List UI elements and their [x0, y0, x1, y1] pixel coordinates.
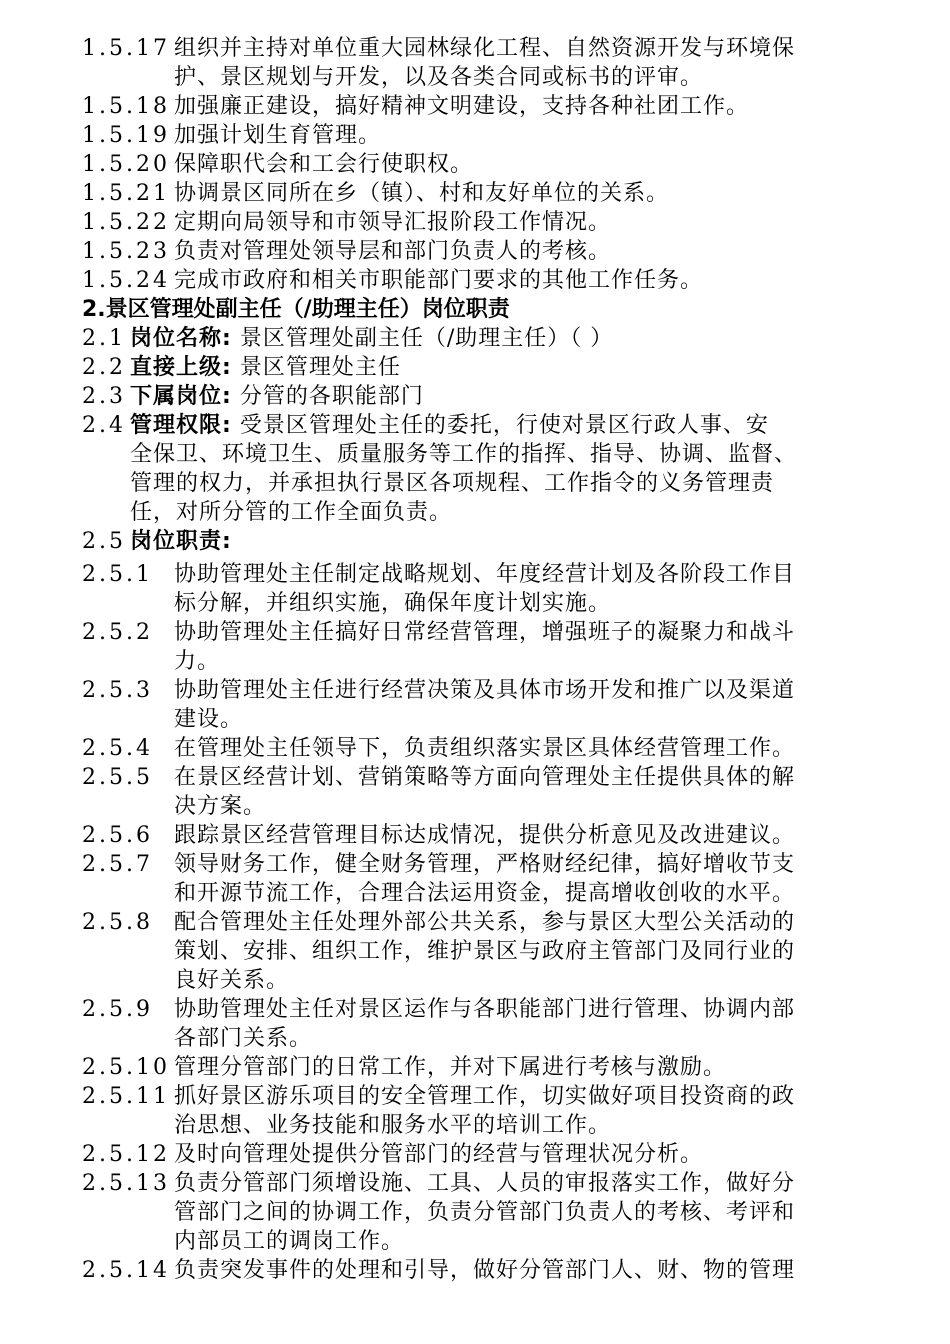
field-value-continued: 任，对所分管的工作全面负责。	[130, 500, 453, 525]
list-item	[82, 34, 795, 63]
item-text: 协助管理处主任对景区运作与各职能部门进行管理、协调内部	[174, 997, 796, 1022]
item-text-continued: 力。	[174, 649, 221, 674]
item-text: 领导财务工作，健全财务管理，严格财经纪律，搞好增收节支	[174, 852, 796, 877]
item-number: 2.5.3	[82, 678, 153, 703]
list-item	[82, 618, 795, 647]
section-heading: 2.景区管理处副主任（/助理主任）岗位职责	[82, 297, 510, 322]
item-text-continued: 内部员工的调岗工作。	[174, 1229, 405, 1254]
list-item	[82, 850, 795, 879]
item-number: 2.5.9	[82, 997, 153, 1022]
list-item	[82, 179, 669, 208]
item-text-continued: 各部门关系。	[174, 1026, 313, 1051]
item-number: 1.5.21	[82, 181, 170, 206]
item-text: 完成市政府和相关市职能部门要求的其他工作任务。	[174, 268, 704, 293]
item-number: 2.5.2	[82, 620, 153, 645]
item-number: 2.5.1	[82, 562, 153, 587]
item-text: 负责突发事件的处理和引导，做好分管部门人、财、物的管理	[174, 1258, 796, 1283]
item-text: 在管理处主任领导下，负责组织落实景区具体经营管理工作。	[174, 736, 796, 761]
field-value: 分管的各职能部门	[239, 384, 424, 409]
list-item	[82, 908, 795, 937]
field-value-continued: 管理的权力，并承担执行景区各项规程、工作指令的义务管理责	[130, 471, 775, 496]
item-text-continued: 和开源节流工作，合理合法运用资金，提高增收创收的水平。	[174, 881, 796, 906]
field-label: 直接上级:	[130, 355, 232, 380]
item-number: 2.5.14	[82, 1258, 170, 1283]
field-number: 2.5	[82, 529, 126, 554]
item-text: 加强廉正建设，搞好精神文明建设，支持各种社团工作。	[174, 94, 750, 119]
item-number: 1.5.23	[82, 239, 170, 264]
item-text-continued: 治思想、业务技能和服务水平的培训工作。	[174, 1113, 612, 1138]
list-item	[82, 821, 795, 850]
item-number: 1.5.22	[82, 210, 170, 235]
item-text-continued: 决方案。	[174, 794, 267, 819]
item-number: 2.5.11	[82, 1084, 170, 1109]
list-item	[82, 1256, 795, 1285]
field-value-continued: 全保卫、环境卫生、质量服务等工作的指挥、指导、协调、监督、	[130, 442, 798, 467]
item-text: 在景区经营计划、营销策略等方面向管理处主任提供具体的解	[174, 765, 796, 790]
field-number: 2.4	[82, 413, 126, 438]
item-text: 协助管理处主任搞好日常经营管理，增强班子的凝聚力和战斗	[174, 620, 796, 645]
item-number: 1.5.19	[82, 123, 170, 148]
item-number: 2.5.13	[82, 1171, 170, 1196]
item-text: 定期向局领导和市领导汇报阶段工作情况。	[174, 210, 612, 235]
duties-header	[82, 527, 232, 556]
item-text: 协助管理处主任制定战略规划、年度经营计划及各阶段工作目	[174, 562, 796, 587]
item-text-continued: 策划、安排、组织工作，维护景区与政府主管部门及同行业的	[174, 939, 796, 964]
item-number: 1.5.17	[82, 36, 170, 61]
list-item	[82, 237, 611, 266]
item-text: 跟踪景区经营管理目标达成情况，提供分析意见及改进建议。	[174, 823, 796, 848]
item-text: 保障职代会和工会行使职权。	[174, 152, 474, 177]
list-item	[82, 676, 795, 705]
field-subordinates	[82, 382, 424, 411]
item-number: 2.5.6	[82, 823, 153, 848]
item-text: 加强计划生育管理。	[174, 123, 382, 148]
list-item	[82, 1053, 726, 1082]
field-label: 下属岗位:	[130, 384, 232, 409]
list-item	[82, 208, 611, 237]
item-text-continued: 标分解，并组织实施，确保年度计划实施。	[174, 591, 612, 616]
list-item	[82, 150, 473, 179]
item-number: 2.5.8	[82, 910, 153, 935]
field-value: 受景区管理处主任的委托，行使对景区行政人事、安	[239, 413, 769, 438]
field-value: 景区管理处主任	[239, 355, 401, 380]
item-number: 1.5.24	[82, 268, 170, 293]
field-number: 2.2	[82, 355, 126, 380]
list-item	[82, 92, 749, 121]
field-value: 景区管理处副主任（/助理主任）（ ）	[239, 326, 614, 351]
item-text: 负责分管部门须增设施、工具、人员的审报落实工作，做好分	[174, 1171, 796, 1196]
list-item	[82, 121, 381, 150]
item-text-continued: 良好关系。	[174, 968, 290, 993]
list-item	[82, 1082, 795, 1111]
item-text-continued: 管部门之间的协调工作，负责分管部门负责人的考核、考评和	[174, 1200, 796, 1225]
item-text: 负责对管理处领导层和部门负责人的考核。	[174, 239, 612, 264]
item-number: 2.5.7	[82, 852, 153, 877]
field-number: 2.1	[82, 326, 126, 351]
item-text: 配合管理处主任处理外部公共关系，参与景区大型公关活动的	[174, 910, 796, 935]
list-item	[82, 1169, 795, 1198]
item-number: 1.5.18	[82, 94, 170, 119]
field-label: 岗位名称:	[130, 326, 232, 351]
field-number: 2.3	[82, 384, 126, 409]
item-text: 及时向管理处提供分管部门的经营与管理状况分析。	[174, 1142, 704, 1167]
item-text: 组织并主持对单位重大园林绿化工程、自然资源开发与环境保	[174, 36, 796, 61]
field-job-title	[82, 324, 613, 353]
item-number: 2.5.12	[82, 1142, 170, 1167]
item-number: 1.5.20	[82, 152, 170, 177]
list-item	[82, 560, 795, 589]
field-label: 岗位职责:	[130, 529, 232, 554]
item-number: 2.5.4	[82, 736, 153, 761]
item-text: 协助管理处主任进行经营决策及具体市场开发和推广以及渠道	[174, 678, 796, 703]
item-number: 2.5.5	[82, 765, 153, 790]
item-text-continued: 建设。	[174, 707, 244, 732]
item-text: 协调景区同所在乡（镇）、村和友好单位的关系。	[174, 181, 670, 206]
list-item	[82, 1140, 703, 1169]
list-item	[82, 763, 795, 792]
list-item	[82, 266, 703, 295]
item-number: 2.5.10	[82, 1055, 170, 1080]
field-authority	[82, 411, 769, 440]
field-direct-superior	[82, 353, 401, 382]
list-item	[82, 995, 795, 1024]
item-text: 抓好景区游乐项目的安全管理工作，切实做好项目投资商的政	[174, 1084, 796, 1109]
list-item	[82, 734, 795, 763]
field-label: 管理权限:	[130, 413, 232, 438]
item-text: 管理分管部门的日常工作，并对下属进行考核与激励。	[174, 1055, 727, 1080]
item-text-continued: 护、景区规划与开发，以及各类合同或标书的评审。	[174, 65, 704, 90]
